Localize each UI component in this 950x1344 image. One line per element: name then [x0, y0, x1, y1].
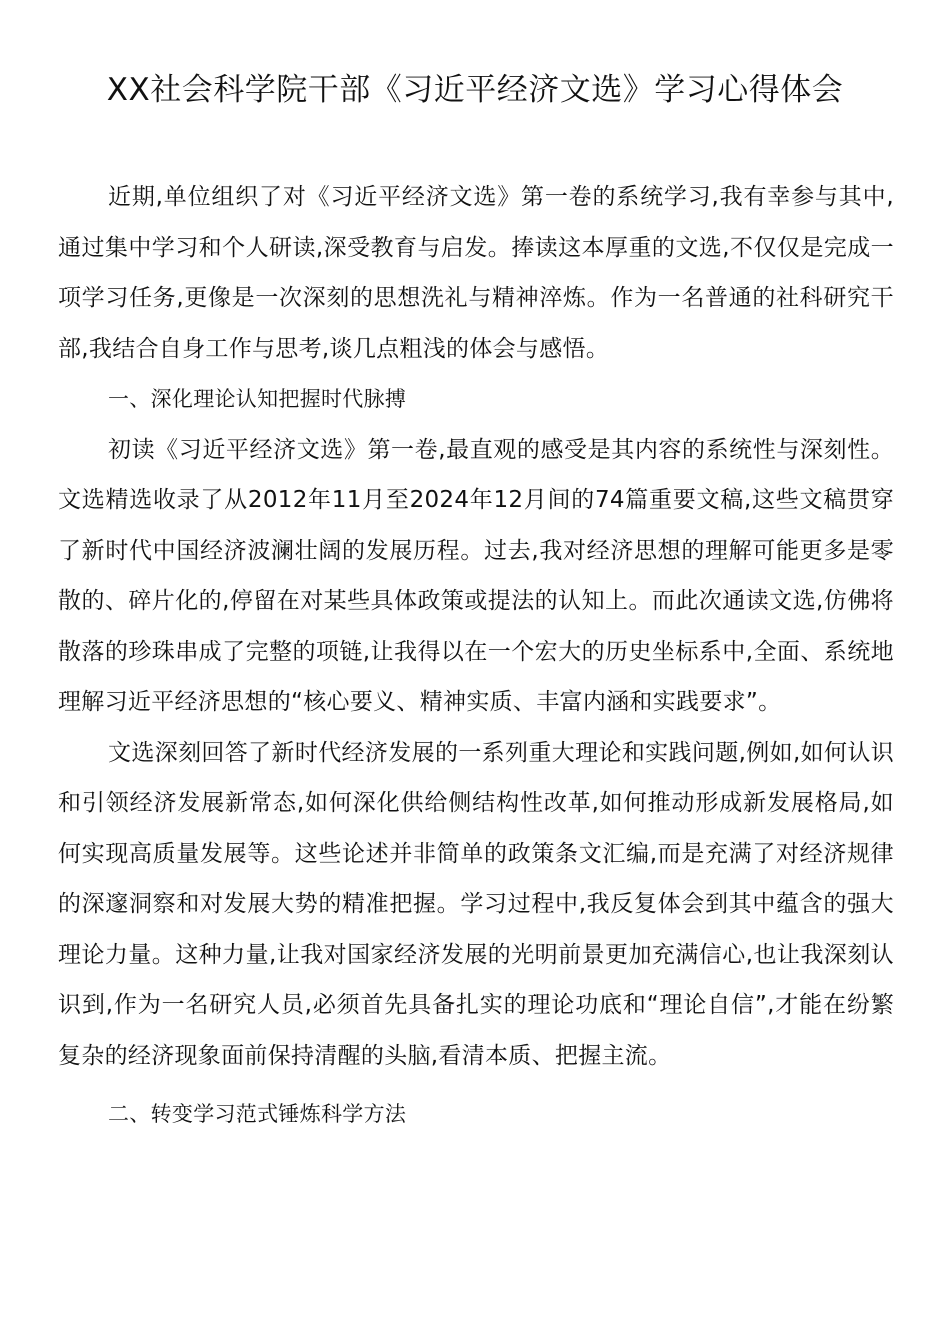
document-body: [58, 172, 894, 1140]
section-1-paragraph-1: 初读《习近平经济文选》第一卷,最直观的感受是其内容的系统性与深刻性。文选精选收录了从2012年11月至2024年12月间的74篇重要文稿,这些文稿贯穿了新时代中国经济波澜壮阔的发展历程。过去,我对经济思想的理解可能更多是零散的、碎片化的,停留在对某些具体政策或提法的认知上。而此次通读文选,仿佛将散落的珍珠串成了完整的项链,让我得以在一个宏大的历史坐标系中,全面、系统地理解习近平经济思想的“核心要义、精神实质、丰富内涵和实践要求”。: [58, 436, 894, 715]
section-1-paragraph-2: 文选深刻回答了新时代经济发展的一系列重大理论和实践问题,例如,如何认识和引领经济发展新常态,如何深化供给侧结构性改革,如何推动形成新发展格局,如何实现高质量发展等。这些论述并非简单的政策条文汇编,而是充满了对经济规律的深邃洞察和对发展大势的精准把握。学习过程中,我反复体会到其中蕴含的强大理论力量。这种力量,让我对国家经济发展的光明前景更加充满信心,也让我深刻认识到,作为一名研究人员,必须首先具备扎实的理论功底和“理论自信”,才能在纷繁复杂的经济现象面前保持清醒的头脑,看清本质、把握主流。: [58, 739, 894, 1069]
document-title: XX社会科学院干部《习近平经济文选》学习心得体会: [106, 72, 844, 108]
section-heading-2: 二、转变学习范式锤炼科学方法: [108, 1102, 407, 1126]
section-heading-1: 一、深化理论认知把握时代脉搏: [108, 387, 407, 411]
intro-paragraph: 近期,单位组织了对《习近平经济文选》第一卷的系统学习,我有幸参与其中,通过集中学习和个人研读,深受教育与启发。捧读这本厚重的文选,不仅仅是完成一项学习任务,更像是一次深刻的思想洗礼与精神淬炼。作为一名普通的社科研究干部,我结合自身工作与思考,谈几点粗浅的体会与感悟。: [58, 184, 894, 362]
